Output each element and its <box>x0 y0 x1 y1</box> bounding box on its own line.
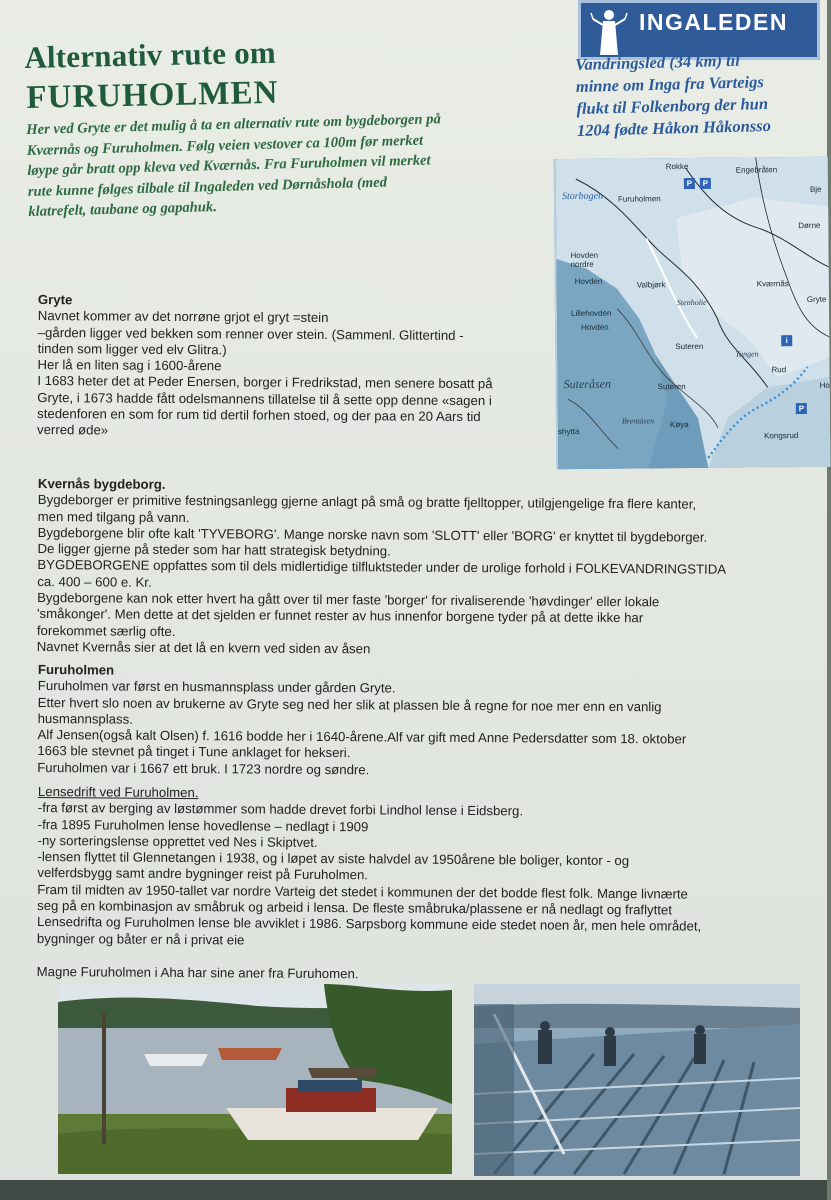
text-line: BYGDEBORGENE oppfattes som til dels midlertidige tilfluktsteder under de urolige forhold i FOLKEVANDRINGSTIDA <box>37 557 727 578</box>
section-lense <box>37 784 703 985</box>
text-line: husmannsplass. <box>37 710 133 727</box>
intro-line: Kværnås og Furuholmen. Følg veien vestover ca 100m før merket <box>26 132 424 159</box>
section-furuholmen <box>37 662 687 781</box>
text-line: Bygdeborger er primitive festningsanlegg gjerne anlagt på små og bratte fjelltopper, utilgjengelige fra flere kanter, <box>37 492 697 512</box>
map-label: Furuholmen <box>617 194 661 204</box>
badge-text: INGALEDEN <box>639 9 788 35</box>
map-label: Suteren <box>675 341 704 352</box>
section-heading: Gryte <box>37 292 73 308</box>
text-line: Etter hvert slo noen av brukerne av Gryte seg ned her slik at plassen ble å regne for noe mer enn en vanlig <box>37 694 662 714</box>
map-label: shytta <box>557 426 580 437</box>
map-label: Kværnås <box>756 279 789 289</box>
section-gryte <box>37 292 493 442</box>
photo-boats-lake <box>58 984 452 1174</box>
intro-line: klatrefelt, taubane og gapahuk. <box>28 199 218 220</box>
text-line: I 1683 heter det at Peder Enersen, borger i Fredrikstad, men senere bosatt på <box>37 373 493 392</box>
map-label: Tangen <box>735 349 759 359</box>
text-line: Navnet Kvernås sier at det lå en kvern ved siden av åsen <box>36 638 371 657</box>
text-line: -ny sorteringslense opprettet ved Nes i Skiptvet. <box>37 832 318 850</box>
parking-icon: P <box>684 178 695 189</box>
parking-icon: P <box>796 403 807 414</box>
map-label: Hovden <box>581 322 609 332</box>
map-label: Suteråsen <box>563 376 612 392</box>
section-kvernas <box>37 476 727 660</box>
text-line: seg på en kombinasjon av småbruk og arbeid i lensa. De fleste småbruka/plassene er nå nedlagt og fraflyttet <box>37 898 673 918</box>
sign-bottom-edge <box>0 1180 827 1200</box>
text-line: –gården ligger ved bekken som renner over stein. (Sammenl. Glittertind - <box>37 324 464 343</box>
map-label: Stenholie <box>676 297 707 308</box>
text-line: Lensedrifta og Furuholmen lense ble avviklet i 1986. Sarpsborg kommune eide stedet noen år, men hele området, <box>36 914 702 935</box>
text-line: Navnet kommer av det norrøne grjot el gryt =stein <box>37 308 329 326</box>
text-line: 1663 ble stevnet på tinget i Tune anklaget for hekseri. <box>37 743 351 761</box>
intro-line: Her ved Gryte er det mulig å ta en alternativ rute om bygdeborgen på <box>26 111 442 138</box>
text-line: Furuholmen var i 1667 ett bruk. I 1723 nordre og søndre. <box>37 759 370 778</box>
route-line: minne om Inga fra Varteigs <box>575 72 765 96</box>
text-line: Furuholmen var først en husmannsplass under gården Gryte. <box>37 678 396 696</box>
text-line: tinden som ligger ved elv Glitra.) <box>37 340 227 358</box>
text-line: Her lå en liten sag i 1600-årene <box>37 357 222 374</box>
text-line: verred øde» <box>36 422 109 438</box>
map-label: Gryte <box>806 294 827 304</box>
text-line: bygninger og båter er nå i privat eie <box>36 930 245 948</box>
map-label: Bje <box>809 184 822 194</box>
photo-timber-lense-image <box>474 984 800 1176</box>
map-label: Dørne <box>798 220 821 231</box>
map-label: Kongsrud <box>764 431 799 441</box>
text-line: ca. 400 – 600 e. Kr. <box>37 573 152 590</box>
text-line: forekommet særlig ofte. <box>36 622 176 639</box>
map-label: Storbogen <box>561 190 604 203</box>
section-heading: Kvernås bygdeborg. <box>37 476 166 492</box>
text-line: velferdsbygg samt andre bygninger reist på Furuholmen. <box>37 865 369 883</box>
section-heading: Furuholmen <box>37 662 115 678</box>
text-line: De ligger gjerne på steder som har hatt strategisk betydning. <box>37 541 391 559</box>
text-line: -fra 1895 Furuholmen lense hovedlense – nedlagt i 1909 <box>37 816 369 834</box>
map-label: Rud <box>771 365 787 375</box>
photo-timber-lense <box>474 984 800 1176</box>
text-line: Alf Jensen(også kalt Olsen) f. 1616 bodde her i 1640-årene.Alf var gift med Anne Pedersdatter som 18. oktober <box>37 727 687 747</box>
route-line: 1204 fødte Håkon Håkonsso <box>576 115 772 140</box>
text-line: stedenforen en som for rum tid dertil forhen stoed, og der paa en 20 Aars tid <box>37 406 481 425</box>
map-label: Valbjørk <box>636 280 666 290</box>
route-map <box>554 157 831 469</box>
text-line: Gryte, i 1673 hadde fått odelsmannens tillatelse til å sette opp denne «sagen i <box>37 389 492 408</box>
map-label: Rokke <box>665 162 689 172</box>
text-line: Fram til midten av 1950-tallet var nordre Varteig det stedet i kommunen der det bodde flest folk. Mange livnærte <box>37 881 688 902</box>
text-line: 'småkonger'. Men dette at det sjelden er funnet rester av hus innenfor borgene tyder på at dette ikke har <box>36 606 644 626</box>
route-line: Vandringsled (34 km) til <box>575 50 741 74</box>
inga-figure-icon <box>589 5 629 57</box>
map-label: Lillehovden <box>570 308 612 319</box>
map-label: Suteren <box>657 382 686 392</box>
title-line-2: FURUHOLMEN <box>26 74 279 116</box>
map-label: Køya <box>669 420 689 430</box>
section-heading: Lensedrift ved Furuholmen. <box>37 784 199 801</box>
intro-paragraph <box>26 106 559 222</box>
photo-boats-lake-image <box>58 984 452 1174</box>
map-label: Engebråten <box>735 165 778 175</box>
map-label: Brentåsen <box>621 416 655 426</box>
footer-note: Magne Furuholmen i Aha har sine aner fra Furuhomen. <box>36 963 359 982</box>
text-line: -lensen flyttet til Glennetangen i 1938, og i løpet av siste halvdel av 1950årene ble boliger, kontor - og <box>37 849 630 869</box>
intro-line: løype går bratt opp kleva ved Kværnås. Fra Furuholmen vil merket <box>27 152 431 179</box>
title-line-1: Alternativ rute om <box>24 34 277 75</box>
route-line: flukt til Folkenborg der hun <box>576 93 769 118</box>
text-line: Bygdeborgene kan nok etter hvert ha gått over til mer faste 'borger' for rivaliserende 'høvdinger' eller lokale <box>37 590 660 610</box>
text-line: -fra først av berging av løstømmer som hadde drevet forbi Lindhol lense i Eidsberg. <box>37 800 524 819</box>
map-label: Ho <box>819 380 830 390</box>
text-line: men med tilgang på vann. <box>37 508 190 525</box>
route-description <box>575 47 827 142</box>
info-icon: i <box>781 335 792 346</box>
intro-line: rute kunne følges tilbale til Ingaleden ved Dørnåshola (med <box>27 174 388 200</box>
parking-icon: P <box>700 178 711 189</box>
text-line: Bygdeborgene blir ofte kalt 'TYVEBORG'. Mange norske navn som 'SLOTT' eller 'BORG' er knyttet til bygdeborger. <box>37 524 708 545</box>
map-label: Hovden nordre <box>570 250 599 270</box>
map-label: Hovden <box>574 276 603 287</box>
